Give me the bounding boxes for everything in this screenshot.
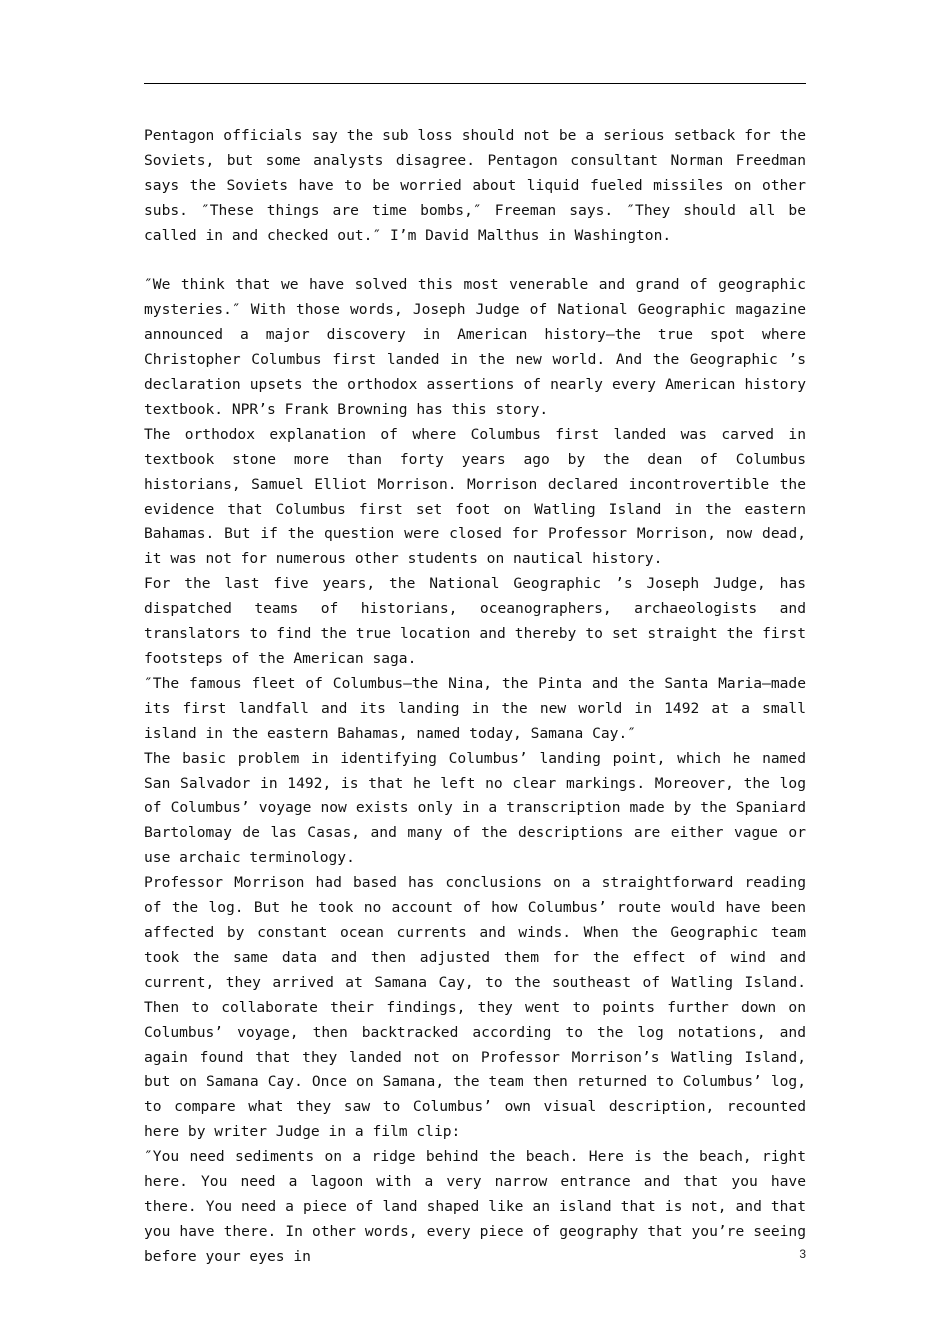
paragraph-3: The orthodox explanation of where Columbus first landed was carved in textbook stone more than forty years ago by the dean of Columbus historians, Samuel Elliot Morrison. Morrison declared incontrovertible the evidence that Columbus first set foot on Watling Island in the eastern Bahamas. But if the question were closed for Professor Morrison, now dead, it was not for numerous other students on nautical history. xyxy=(144,425,806,568)
paragraph-2: ″We think that we have solved this most venerable and grand of geographic mysteries.″ With those words, Joseph Judge of National Geographic magazine announced a major discovery in American history—the true spot where Christopher Columbus first landed in the new world. And the Geographic ’s declaration upsets the orthodox assertions of nearly every American history textbook. NPR’s Frank Browning has this story. xyxy=(144,276,806,418)
page-number: 3 xyxy=(799,1247,806,1261)
paragraph-gap xyxy=(144,249,806,274)
paragraph-6: The basic problem in identifying Columbus’ landing point, which he named San Salvador in 1492, is that he left no clear markings. Moreover, the log of Columbus’ voyage now exists only in a transcription made by the Spaniard Bartolomay de las Casas, and many of the descriptions are either vague or use archaic terminology. xyxy=(144,749,806,867)
paragraph-1: Pentagon officials say the sub loss should not be a serious setback for the Soviets, but some analysts disagree. Pentagon consultant Norman Freedman says the Soviets have to be worried about liquid fueled missiles on other subs. ″These things are time bombs,″ Freeman says. ″They should all be called in and checked out.″ I’m David Malthus in Washington. xyxy=(144,127,806,244)
header-rule xyxy=(144,83,806,84)
paragraph-7: Professor Morrison had based has conclusions on a straightforward reading of the log. But he took no account of how Columbus’ route would have been affected by constant ocean currents and winds. When the Geographic team took the same data and then adjusted them for the effect of wind and current, they arrived at Samana Cay, to the southeast of Watling Island. Then to collaborate their findings, they went to points further down on Columbus’ voyage, then backtracked according to the log notations, and again found that they landed not on Professor Morrison’s Watling Island, but on Samana Cay. Once on Samana, the team then returned to Columbus’ log, to compare what they saw to Columbus’ own visual description, recounted here by writer Judge in a film clip: xyxy=(144,874,806,1141)
paragraph-8: ″You need sediments on a ridge behind the beach. Here is the beach, right here. You need a lagoon with a very narrow entrance and that you have there. You need a piece of land shaped like an island that is not, and that you have there. In other words, every piece of geography that you’re seeing before your eyes in xyxy=(144,1148,806,1265)
paragraph-5: ″The famous fleet of Columbus—the Nina, the Pinta and the Santa Maria—made its first landfall and its landing in the new world in 1492 at a small island in the eastern Bahamas, named today, Samana Cay.″ xyxy=(144,674,806,742)
body-text xyxy=(144,124,806,1270)
paragraph-4: For the last five years, the National Geographic ’s Joseph Judge, has dispatched teams of historians, oceanographers, archaeologists and translators to find the true location and thereby to set straight the first footsteps of the American saga. xyxy=(144,575,806,668)
